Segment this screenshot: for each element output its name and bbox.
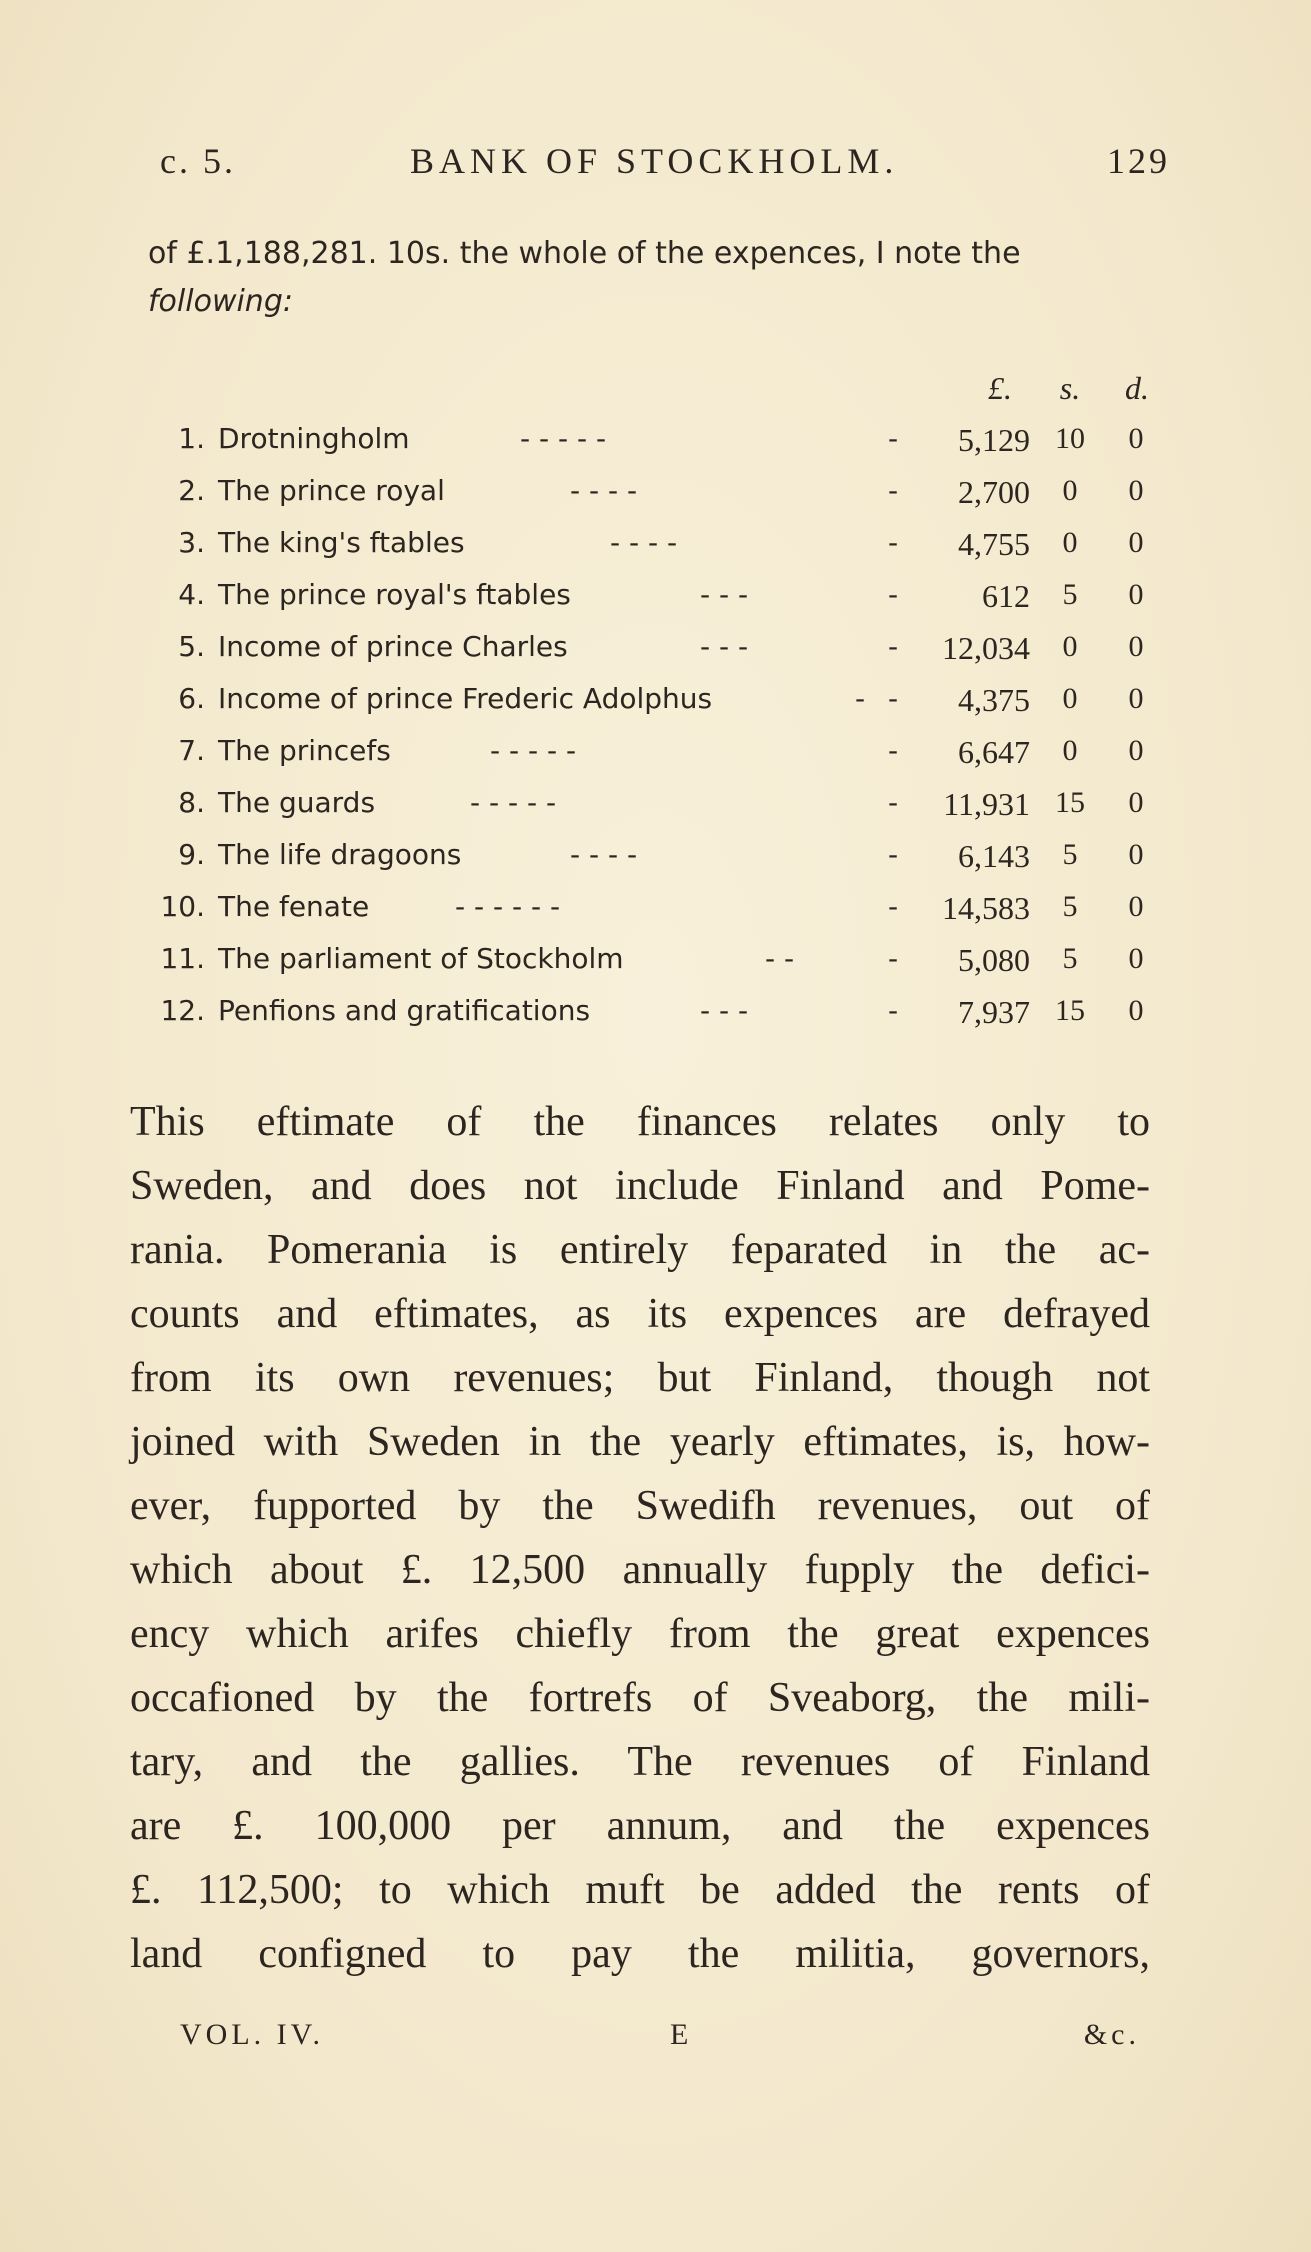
row-shillings: 0	[1062, 682, 1078, 715]
row-shillings: 0	[1062, 526, 1078, 559]
row-number: 5.	[178, 630, 205, 663]
row-number: 6.	[178, 682, 205, 715]
leader-dashes: - - - -	[610, 526, 678, 559]
leader-dashes: - - -	[700, 630, 749, 663]
row-shillings: 0	[1062, 474, 1078, 507]
running-title: BANK OF STOCKHOLM.	[410, 141, 899, 181]
row-number: 4.	[178, 578, 205, 611]
row-number: 3.	[178, 526, 205, 559]
row-number: 11.	[160, 942, 205, 975]
volume-mark: VOL. IV.	[180, 2018, 324, 2051]
row-pence: 0	[1128, 942, 1144, 975]
body-line: tary, and the gallies. The revenues of Finland	[130, 1739, 1150, 1785]
body-line: are £. 100,000 per annum, and the expences	[130, 1803, 1150, 1849]
row-pounds: 612	[982, 578, 1030, 614]
row-number: 2.	[178, 474, 205, 507]
row-shillings: 10	[1055, 422, 1085, 455]
table-row	[0, 682, 1311, 734]
intro-paragraph	[148, 230, 1168, 326]
leader-dashes: - - -	[700, 578, 749, 611]
row-pounds: 4,375	[958, 682, 1030, 718]
row-shillings: 0	[1062, 734, 1078, 767]
leader-dash: -	[888, 734, 899, 767]
col-pounds-header: £.	[988, 370, 1012, 406]
body-line: which about £. 12,500 annually fupply the defici-	[130, 1547, 1150, 1593]
row-label: Income of prince Charles	[218, 630, 568, 663]
leader-dashes: - - -	[700, 994, 749, 1027]
col-shillings-header: s.	[1059, 370, 1081, 406]
body-line: rania. Pomerania is entirely feparated in the ac-	[130, 1227, 1150, 1273]
row-pounds: 14,583	[942, 890, 1030, 926]
leader-dashes: - - - -	[570, 838, 638, 871]
col-pence-header: d.	[1125, 370, 1149, 406]
row-pounds: 6,647	[958, 734, 1030, 770]
catchword: &c.	[1083, 2018, 1140, 2051]
page-number: 129	[1107, 141, 1170, 181]
row-number: 12.	[160, 994, 205, 1027]
row-label: The life dragoons	[218, 838, 462, 871]
body-line: joined with Sweden in the yearly eftimates, is, how-	[130, 1419, 1150, 1465]
row-label: Drotningholm	[218, 422, 410, 455]
row-pounds: 5,129	[958, 422, 1030, 458]
table-row	[0, 474, 1311, 526]
row-pounds: 2,700	[958, 474, 1030, 510]
leader-dash: -	[888, 890, 899, 923]
intro-line-2: following:	[148, 284, 293, 319]
leader-dash: -	[888, 422, 899, 455]
row-shillings: 15	[1055, 786, 1085, 819]
body-line: ency which arifes chiefly from the great expences	[130, 1611, 1150, 1657]
leader-dash: -	[888, 630, 899, 663]
leader-dash: -	[888, 526, 899, 559]
row-pence: 0	[1128, 630, 1144, 663]
body-line: Sweden, and does not include Finland and Pome-	[130, 1163, 1150, 1209]
body-line: from its own revenues; but Finland, though not	[130, 1355, 1150, 1401]
leader-dash: -	[888, 838, 899, 871]
row-label: The guards	[218, 786, 376, 819]
row-pence: 0	[1128, 786, 1144, 819]
leader-dash: -	[888, 786, 899, 819]
row-shillings: 5	[1062, 942, 1078, 975]
row-label: The parliament of Stockholm	[218, 942, 624, 975]
body-line: £. 112,500; to which muft be added the rents of	[130, 1867, 1150, 1913]
row-shillings: 0	[1062, 630, 1078, 663]
row-number: 7.	[178, 734, 205, 767]
page-footer	[180, 2018, 1140, 2058]
row-pence: 0	[1128, 474, 1144, 507]
table-row	[0, 838, 1311, 890]
row-shillings: 15	[1055, 994, 1085, 1027]
section-mark: c. 5.	[160, 141, 236, 181]
signature-mark: E	[670, 2018, 693, 2051]
body-line: This eftimate of the finances relates only to	[130, 1099, 1150, 1145]
row-label: The prince royal's ftables	[218, 578, 571, 611]
leader-dashes: - - - - - -	[455, 890, 561, 923]
body-line: land configned to pay the militia, governors,	[130, 1931, 1150, 1977]
row-label: The princefs	[218, 734, 391, 767]
leader-dash: -	[888, 682, 899, 715]
row-pence: 0	[1128, 734, 1144, 767]
row-number: 1.	[178, 422, 205, 455]
row-pence: 0	[1128, 838, 1144, 871]
leader-dashes: - - - - -	[470, 786, 557, 819]
running-header	[160, 140, 1170, 190]
row-pence: 0	[1128, 578, 1144, 611]
row-pence: 0	[1128, 422, 1144, 455]
row-number: 10.	[160, 890, 205, 923]
body-line: ever, fupported by the Swedifh revenues, out of	[130, 1483, 1150, 1529]
row-label: The fenate	[218, 890, 370, 923]
row-pence: 0	[1128, 682, 1144, 715]
leader-dash: -	[888, 578, 899, 611]
table-row	[0, 630, 1311, 682]
row-pounds: 6,143	[958, 838, 1030, 874]
row-pounds: 4,755	[958, 526, 1030, 562]
row-pence: 0	[1128, 526, 1144, 559]
row-pounds: 11,931	[943, 786, 1030, 822]
row-number: 9.	[178, 838, 205, 871]
row-shillings: 5	[1062, 578, 1078, 611]
row-pounds: 12,034	[942, 630, 1030, 666]
table-row	[0, 422, 1311, 474]
row-pounds: 5,080	[958, 942, 1030, 978]
row-shillings: 5	[1062, 890, 1078, 923]
table-row	[0, 786, 1311, 838]
table-row	[0, 526, 1311, 578]
row-pence: 0	[1128, 994, 1144, 1027]
leader-dash: -	[888, 994, 899, 1027]
row-shillings: 5	[1062, 838, 1078, 871]
body-line: occafioned by the fortrefs of Sveaborg, the mili-	[130, 1675, 1150, 1721]
row-label: The king's ftables	[218, 526, 465, 559]
table-row	[0, 734, 1311, 786]
row-pounds: 7,937	[958, 994, 1030, 1030]
leader-dashes: - -	[765, 942, 795, 975]
leader-dashes: - - - -	[570, 474, 638, 507]
row-label: Income of prince Frederic Adolphus	[218, 682, 713, 715]
row-label: Penfions and gratifications	[218, 994, 591, 1027]
row-number: 8.	[178, 786, 205, 819]
table-row	[0, 942, 1311, 994]
table-row	[0, 994, 1311, 1046]
leader-dash: -	[888, 474, 899, 507]
leader-dashes: -	[855, 682, 866, 715]
body-paragraph	[130, 1090, 1150, 1986]
intro-line-1: of £.1,188,281. 10s. the whole of the expences, I note the	[148, 236, 1021, 271]
leader-dashes: - - - - -	[490, 734, 577, 767]
body-line: counts and eftimates, as its expences are defrayed	[130, 1291, 1150, 1337]
leader-dashes: - - - - -	[520, 422, 607, 455]
table-column-headers	[0, 370, 1311, 410]
table-row	[0, 890, 1311, 942]
table-row	[0, 578, 1311, 630]
row-label: The prince royal	[218, 474, 445, 507]
leader-dash: -	[888, 942, 899, 975]
row-pence: 0	[1128, 890, 1144, 923]
